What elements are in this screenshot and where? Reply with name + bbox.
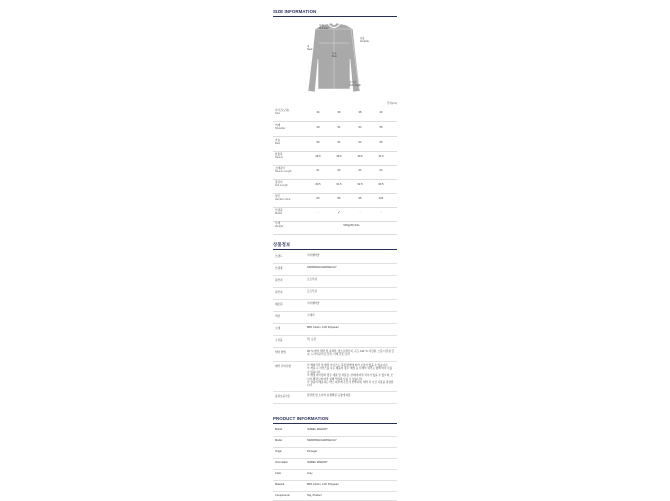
info-row-label: Information	[275, 461, 288, 464]
info-row-label: Components	[275, 494, 290, 497]
size-table-row	[273, 107, 397, 122]
info-row-label: 구성품	[275, 339, 283, 342]
size-row-label	[275, 195, 290, 202]
size-cell: 83	[316, 197, 320, 200]
size-section-rule	[273, 16, 397, 17]
size-row-label	[275, 209, 283, 216]
diagram-label-armhole: 암홀 Armhole	[360, 37, 369, 43]
info-row	[273, 391, 397, 404]
size-cell: 38	[358, 111, 362, 114]
info-row-value: Grey	[307, 472, 313, 475]
size-cell: 51	[337, 126, 341, 129]
info-row-label: 제작 주의사항	[275, 365, 291, 368]
english-section-rule	[273, 423, 397, 424]
size-row-label-en: Hemline Size	[275, 198, 291, 202]
size-cell: ✔	[337, 211, 341, 214]
info-row-label: 소재	[275, 327, 281, 330]
info-row-label: Material	[275, 483, 285, 486]
diagram-label-full-length: 총기장 Full Length	[349, 81, 361, 87]
product-section-rule	[273, 249, 397, 250]
info-row-value: ※ 해외직진 및 매장 사이즈는 측정 방법에 따라 오차가 있을 수 있습니다. ※ 착용 시 사이즈를 나온 제품의 경우 '제입 등 다세탁 처리는 명에 따라 다를 수 있습니다. ※ 매칭 아이템의 경우 재질 및 착용감, 상태에 따라 차이가 있을 수 있으며, 모니터 해상도에 따라 실제 색상과 다를 수 있습니다. ※ 상품이 배송되는 박스 외부에 주소가 부착되며, 세탁 후 수건 사용을 권장합니다.	[307, 364, 394, 388]
size-row-label	[275, 181, 288, 188]
size-cell: 95	[358, 197, 362, 200]
garment-diagram	[293, 19, 375, 101]
size-cell: 36	[337, 111, 341, 114]
size-cell: 63.5	[378, 183, 384, 186]
info-row-label: 색상	[275, 315, 281, 318]
size-cell: 62	[337, 169, 341, 172]
size-row-label-en: Shoulder	[275, 127, 286, 131]
info-row-label: Brand	[275, 428, 282, 431]
unit-label: 단위(cm)	[386, 102, 397, 105]
info-row-value: 그레이	[307, 314, 315, 317]
weight-label	[275, 222, 283, 229]
size-table-weight-row	[273, 220, 397, 235]
size-row-label-en: Model	[275, 212, 283, 216]
diagram-label-bust: 가슴 Bust	[332, 52, 337, 58]
info-row-label: 제조원	[275, 303, 283, 306]
info-row-label: 세탁 방법	[275, 351, 286, 354]
size-cell: 61	[316, 169, 320, 172]
info-row	[273, 347, 397, 362]
size-cell: 60.5	[315, 183, 321, 186]
info-row-value: 88% Cotton, 12% Polyester	[307, 483, 339, 486]
size-row-label-ko: 모델핏	[275, 209, 283, 212]
size-row-label	[275, 124, 285, 131]
sweater-illustration	[293, 19, 375, 101]
size-row-label	[275, 153, 283, 160]
size-table-row	[273, 179, 397, 194]
info-row-value: 88% Cotton, 12% Polyester	[307, 326, 339, 329]
size-cell: 31.5	[378, 155, 384, 158]
info-row-label: 원산지	[275, 279, 283, 282]
weight-label-en: Weight	[275, 225, 284, 229]
info-row-value: SW0065FA/A2W01ECGY	[307, 439, 337, 442]
size-section-title: SIZE INFORMATION	[273, 9, 317, 14]
weight-label-ko: 무게	[275, 222, 281, 225]
size-cell: 64	[379, 169, 383, 172]
size-table-row	[273, 165, 397, 180]
info-row-value: ISABEL MARANT	[307, 428, 328, 431]
size-cell: 26.5	[315, 155, 321, 158]
size-row-label-ko: 암홀폭	[275, 153, 283, 156]
info-row-value: 이자벨마랑	[307, 254, 320, 257]
size-cell: 100	[378, 197, 384, 200]
info-row-label: Origin	[275, 450, 282, 453]
info-row-value: 30 °C 에서 세탁 및 중세탁, 염소표백금지, 온도 110 °C 다림질, 스팀 다림질 금지, 드라이클리닝 금지, 기계 건조 금지	[307, 350, 395, 357]
size-cell: -	[380, 211, 382, 214]
info-row-value: SW0065FA/A2W01ECGY	[307, 266, 337, 269]
size-row-label-ko: 총길이	[275, 181, 283, 184]
info-row-label: Color	[275, 472, 282, 475]
size-row-label	[275, 109, 289, 116]
size-cell: 29.5	[336, 155, 342, 158]
size-cell: -	[359, 211, 361, 214]
weight-value: 525g(36) Size	[343, 224, 360, 227]
info-row-label: Model	[275, 439, 283, 442]
size-row-label	[275, 139, 280, 146]
size-table-row	[273, 122, 397, 137]
size-cell: 53	[358, 126, 362, 129]
product-section-title: 상품정보	[273, 242, 291, 247]
info-row-label: 브랜드	[275, 255, 283, 258]
diagram-label-shoulder: 어깨 Shoulder	[319, 24, 329, 30]
size-row-label-ko: 사이즈(구분)	[275, 109, 290, 112]
size-cell: 49	[316, 126, 320, 129]
size-row-label-ko: 소매길이	[275, 167, 286, 170]
size-row-label	[275, 167, 292, 174]
size-table-row	[273, 137, 397, 152]
english-section-title: PRODUCT INFORMATION	[273, 416, 329, 421]
size-cell: 40	[379, 111, 383, 114]
size-cell: -	[317, 211, 319, 214]
info-row-value: 관련법 및 소비자 분쟁해결 규정에 따름	[307, 394, 351, 397]
size-cell: 61.5	[336, 183, 342, 186]
size-row-label-en: Sleeve Length	[275, 170, 292, 174]
size-row-label-en: Sleeve	[275, 156, 283, 160]
info-row-value: ISABEL MARANT	[307, 461, 328, 464]
info-row-label: 모델명	[275, 267, 283, 270]
diagram-label-neck: 넥 Neck	[307, 45, 313, 51]
info-row-value: 이자벨마랑	[307, 302, 320, 305]
size-row-label-ko: 가슴	[275, 139, 281, 142]
size-cell: 62.5	[357, 183, 363, 186]
size-table-row	[273, 193, 397, 208]
info-row-value: 포르투갈	[307, 290, 318, 293]
info-row-value: Portugal	[307, 450, 317, 453]
info-row	[273, 361, 397, 392]
size-cell: 34	[316, 111, 320, 114]
size-cell: 65	[379, 141, 383, 144]
size-row-label-en: Bust	[275, 142, 281, 146]
info-row-value: Tag, Product	[307, 494, 322, 497]
size-cell: 63	[358, 141, 362, 144]
size-cell: 86	[337, 197, 341, 200]
size-row-label-en: Size	[275, 112, 281, 116]
size-row-label-en: Full Length	[275, 184, 288, 188]
size-cell: 59	[316, 141, 320, 144]
size-cell: 30.5	[357, 155, 363, 158]
size-cell: 61	[337, 141, 341, 144]
info-row-value: 택, 포장	[307, 338, 316, 341]
size-row-label-ko: 밑단	[275, 195, 281, 198]
size-row-label-ko: 어깨	[275, 124, 281, 127]
info-row-value: 포르투갈	[307, 278, 318, 281]
size-cell: 63	[358, 169, 362, 172]
info-row-label: 품질보증기준	[275, 395, 291, 398]
info-row-label: 원산지	[275, 291, 283, 294]
size-cell: 55	[379, 126, 383, 129]
size-table-row	[273, 151, 397, 166]
